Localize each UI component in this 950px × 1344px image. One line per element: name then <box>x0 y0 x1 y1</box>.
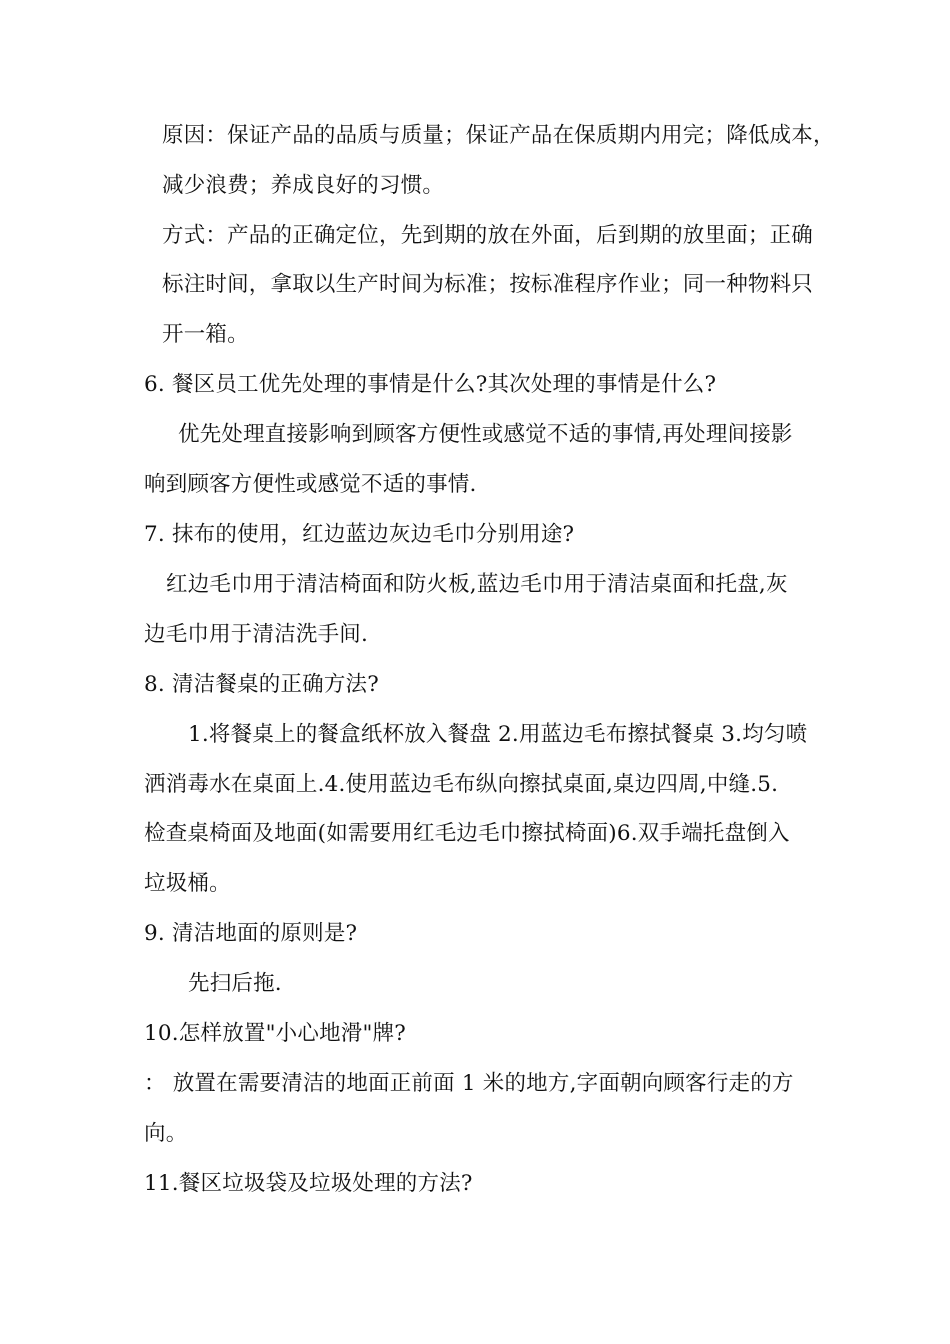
text-line: 边毛巾用于清洁洗手间. <box>144 622 369 647</box>
question-heading: 10.怎样放置"小心地滑"牌? <box>144 1021 406 1046</box>
text-line: 优先处理直接影响到顾客方便性或感觉不适的事情,再处理间接影 <box>178 422 793 447</box>
text-line: 洒消毒水在桌面上.4.使用蓝边毛布纵向擦拭桌面,桌边四周,中缝.5. <box>144 772 779 797</box>
question-heading: 7. 抹布的使用，红边蓝边灰边毛巾分别用途? <box>144 522 575 547</box>
text-line: 响到顾客方便性或感觉不适的事情. <box>144 472 477 497</box>
text-line: 标注时间，拿取以生产时间为标准；按标准程序作业；同一种物料只 <box>162 272 814 297</box>
text-line: 向。 <box>144 1121 188 1146</box>
text-line: 开一箱。 <box>162 322 249 347</box>
text-line: 原因：保证产品的品质与质量；保证产品在保质期内用完；降低成本， <box>162 123 835 148</box>
question-heading: 8. 清洁餐桌的正确方法? <box>144 672 379 697</box>
text-line: 方式：产品的正确定位，先到期的放在外面，后到期的放里面；正确 <box>162 223 814 248</box>
text-line: ： 放置在需要清洁的地面正前面 1 米的地方,字面朝向顾客行走的方 <box>144 1071 794 1096</box>
text-line: 红边毛巾用于清洁椅面和防火板,蓝边毛巾用于清洁桌面和托盘,灰 <box>166 572 788 597</box>
question-heading: 11.餐区垃圾袋及垃圾处理的方法? <box>144 1171 473 1196</box>
question-heading: 6. 餐区员工优先处理的事情是什么?其次处理的事情是什么? <box>144 372 717 397</box>
text-line: 垃圾桶。 <box>144 871 231 896</box>
text-line: 减少浪费；养成良好的习惯。 <box>162 173 445 198</box>
text-line: 检查桌椅面及地面(如需要用红毛边毛巾擦拭椅面)6.双手端托盘倒入 <box>144 821 790 846</box>
question-heading: 9. 清洁地面的原则是? <box>144 921 358 946</box>
text-line: 先扫后拖. <box>188 971 282 996</box>
text-line: 1.将餐桌上的餐盒纸杯放入餐盘 2.用蓝边毛布擦拭餐桌 3.均匀喷 <box>188 722 808 747</box>
